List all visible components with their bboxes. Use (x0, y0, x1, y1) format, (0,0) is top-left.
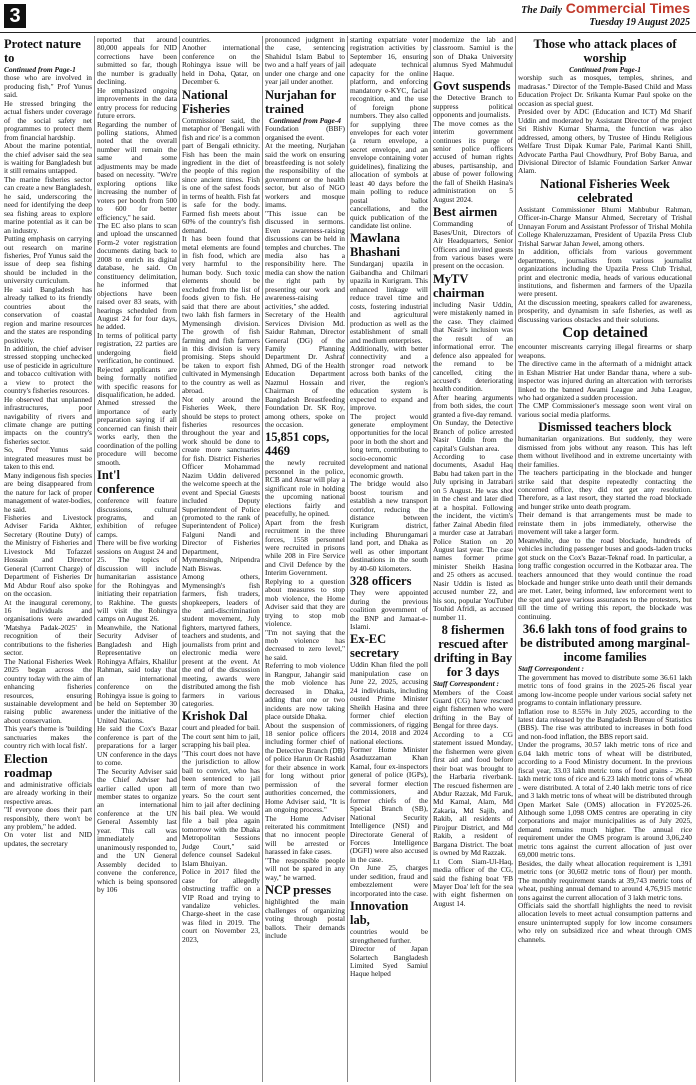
article-byline: Staff Correspondent : (518, 664, 584, 674)
article-paragraph: Commanding of Bases/Unit, Directors of Air Headquarters, Senior Officers and invited guests from various bases were present on the occasion. (433, 219, 513, 271)
article-body (265, 459, 345, 882)
article-headline: 15,851 cops, 4469 (265, 430, 330, 459)
article-paragraph: Ahmed stressed the importance of early preparation saying if all concerned can finish their works early, then the coordination of the polling procedure will become smooth. (97, 398, 177, 467)
article-headline: Those who attack places of worship (533, 37, 677, 65)
article-paragraph: Foundation (BBF) organised the event. (265, 124, 345, 142)
article-paragraph: Sundarganj upazila in Gaibandha and Chilmari upazila in Kurigram. This enhanced linkage will reduce travel time and costs, fostering industrial and agricultural production as well as the establishment of small and medium enterprises. (350, 259, 428, 345)
article-body (433, 94, 513, 204)
article-body (433, 301, 513, 622)
article-paragraph: He stressed bringing the actual fishers under coverage of the social safety net programmes to protect them from financial hardship. (4, 98, 92, 142)
newspaper-name-prefix: The Daily (521, 5, 562, 16)
column-divider (179, 36, 180, 1082)
article-paragraph: Referring to mob violence in Rangpur, Jahangir said the mob violence has decreased in Dhaka, adding that one or two incidents are now taking place outside Dhaka. (265, 661, 345, 722)
article-paragraph: The National Fisheries Week 2025 began across the country today with the aim of enhancing fisheries resources, ensuring sustainable development and raising public awareness about conservation. (4, 656, 92, 725)
issue-date: Tuesday 19 August 2025 (589, 17, 690, 28)
column-1 (4, 36, 92, 1082)
article-paragraph: In addition, the chief adviser stressed stopping unchecked use of pesticide in agriculture and tobacco cultivation with a view to protect the country's fisheries resources. (4, 343, 92, 396)
article-paragraph: the Detective Branch to suppress political opponents and journalists. (433, 93, 513, 120)
article-headline: MyTV chairman (433, 271, 485, 300)
article-paragraph: starting expatriate voter registration activities by September 16, ensuring adequate technical capacity for the online platform, and enforcing mandatory e-KYC, facial recognition, and the use of foreign phone numbers. They also called for supplying three envelopes for each voter (a return envelope, a secret envelope, and an envelope containing voter guidelines), finalizing the allocation of symbols at least 40 days before the main polling to reduce postal ballot cancellations, and the quick publication of the candidate list online. (350, 36, 428, 230)
article-body (182, 117, 260, 709)
article-paragraph: court and pleaded for bail. The court sent him to jail, scrapping his bail plea. (182, 723, 260, 750)
article-paragraph: "The responsible people will not be spared in any way," he warned. (265, 855, 345, 882)
article-paragraph: They were appointed during the previous coalition government of the BNP and Jamaat-e-Islami. (350, 588, 428, 631)
article-paragraph: He observed that unplanned infrastructures, poor navigability of rivers and climate change are putting impacts on the country's fisheries sector. (4, 394, 92, 446)
column-6 (433, 36, 513, 1082)
article-paragraph: Meanwhile, due to the road blockade, hundreds of vehicles including passenger buses and goods-laden trucks got stuck on the Cox's Bazar-Teknaf road. In particular, a long traffic congestion occurred in the Kotbazar area. The teachers announced that they would continue the road blockade and hunger strike unto death until their demands are met. Later, being informed, law enforcement went to the spot and gave various assurances to the protesters, but till the time of writing this report, the blockade was continuing. (518, 535, 692, 621)
article-paragraph: The project would generate employment opportunities for the local poor in both the short and long term, contributing to socio-economic development and national economic growth. (350, 411, 428, 480)
article-paragraph: those who are involved in producing fish," Prof Yunus said. (4, 73, 92, 100)
article-paragraph: According to a CG statement issued Monday, the fishermen were given first aid and food before their boat was brought to the Harbaria riverbank. The rescued fishermen are Abdur Razzak, Md Faruk, Md Kamal, Alam, Md Zakaria, Md Sajib, and Rakib, all residents of Pirojpur District, and Md Rakib, a resident of Bargana District. The boat is owned by Md Razzak. (433, 729, 513, 858)
article-paragraph: The CMP Commissioner's message soon went viral on various social media platforms. (518, 401, 692, 419)
article-paragraph: The Home Adviser reiterated his commitment that no innocent people will be arrested or harassed in fake cases. (265, 813, 345, 857)
article-paragraph: After hearing arguments from both sides, the court granted a five-day remand. (433, 392, 513, 419)
article-paragraph: It has been found that metal elements are found in fish food, which are very harmful to the human body. Such toxic elements should be excluded from the list of foods given to fish. He said that there are about two lakh fish farmers in Mymensingh division. The growth of fish farming and fish farmers in this division is very promising. Steps should be taken to export fish cultivated in Mymensingh to the country as well as abroad. (182, 234, 260, 396)
article-paragraph: Replying to a question about measures to stop mob violence, the Home Adviser said that they are trying to stop mob violence. (265, 576, 345, 629)
article-paragraph: Many indigenous fish species are being disappeared from the nature for lack of proper management of water-bodies, he said. (4, 470, 92, 514)
article-paragraph: The marine fisheries sector can create a new Bangladesh, he said, underscoring the need for identifying the deep sea fishing areas to explore marine potential as it can be an industry. (4, 174, 92, 235)
article-paragraph: Former Home Minister Asaduzzaman Khan Kamal, four ex-inspectors general of police (IGPs), several former election commissioners, and former chiefs of the Special Branch (SB), National Security Intelligence (NSI) and Directorate General of Forces Intelligence (DGFI) were also accused in the case. (350, 744, 428, 864)
article-paragraph: Not only around the Fisheries Week, there should be steps to protect fisheries resources throughout the year and work should be done to create more sanctuaries for fish. District Fisheries Officer Mohammad Nazim Uddin delivered the welcome speech at the event and Special Guests included Deputy Superintendent of Police (promoted to the rank of Superintendent of Police) Falguni Nandi and Director of Fisheries Department, Mymensingh, Nripendra Nath Biswas. (182, 394, 260, 573)
article-body (4, 781, 92, 849)
article-paragraph: "This court does not have the jurisdiction to allow bail to convict, who has been sentenced to jail term of more than two years. So the court sent him to jail after declining his bail plea. We would file a bail plea again tomorrow with the Dhaka Metropolitan Sessions Judge Court," said defence counsel Sadekul Islam Bhuiyan. (182, 748, 260, 868)
article-byline: Staff Correspondent : (433, 679, 499, 689)
article-paragraph: The EC also plans to scan and upload the unscanned Form-2 voter registration documents dating back to 2008 to enrich its digital database, he said. On constituency delimitation, he informed that objections have been raised over 83 seats, with hearings scheduled from August 24 for four days, he added. (97, 220, 177, 332)
article-body (518, 74, 692, 175)
article-body (4, 74, 92, 750)
article-headline: Krishok Dal (182, 709, 248, 724)
article-body (433, 689, 513, 909)
article-paragraph: Police in 2017 filed the case for allegedly obstructing traffic on a VIP Road and trying to vandalize vehicles. Charge-sheet in the case was filed in 2019. The court on November 23, 2023, (182, 867, 260, 944)
article-paragraph: Director of Japan Solartech Bangladesh Limited Syed Samiul Haque helped (350, 944, 428, 979)
article-paragraph: The Security Adviser said the Chief Adviser had earlier called upon all member states to organize an international conference at the UN General Assembly last year. This call was immediately and unanimously responded to, and the UN General Assembly decided to convene the conference, which is being sponsored by 106 (97, 766, 177, 894)
column-5 (350, 36, 428, 1082)
article-paragraph: Under the programs, 30.57 lakh metric tons of rice and 6.04 lakh metric tons of wheat will be distributed, according to a Food Ministry document. In the previous fiscal year, 33.03 lakh metric tons of food grains - 26.80 lakh metric tons of rice and 6.23 lakh metric tons of wheat - were distributed. A total of 2.40 lakh metric tons of rice and 3 lakh metric tons of wheat will be distributed through Open Market Sale (OMS) allocation in FY2025-26. Although some 1,098 OMS centres are operating in city corporations and major municipalities as of July 2025, demand remains much higher. The annual rice requirement under the OMS program is around 3,06,240 metric tons against the current allocation of just over 69,000 metric tons. (518, 740, 692, 860)
article-paragraph: Secretary of the Health Services Division Md. Saidur Rahman, Director General (DG) of the Family Planning Department Dr. Ashraf Ahmed, DG of the Health Education Department Nazmul Hossain and Chairman of the Bangladesh Breastfeeding Foundation Dr. SK Roy, among others, spoke on the occasion. (265, 310, 345, 430)
article-paragraph: pronounced judgment in the case, sentencing Shahidul Islam Babul to two and a half years of jail under one charge and one year jail under another. (265, 36, 345, 87)
article-headline: Cop detained (562, 325, 648, 342)
article-body (350, 589, 428, 631)
masthead (0, 0, 696, 33)
article-paragraph: Rejected applicants are being formally notified with specific reasons for disqualification, he added. (97, 364, 177, 400)
article-paragraph: humanitarian organizations. But suddenly, they were dismissed from jobs without any reason. This has left them without livelihood and in extreme uncertainty with their families. (518, 434, 692, 469)
article-headline: Protect nature to (4, 37, 81, 65)
article-paragraph: including Nasir Uddin, were mistakenly named in the case. They claimed that Nasir's inclusion was the result of an informational error. The defence also appealed for the remand to be cancelled, citing the accused's deteriorating health condition. (433, 299, 513, 394)
article-paragraph: According to case documents, Asadul Haq Babu had taken part in the July uprising in Jatrabari on 5 August. He was shot in the chest and later died at a hospital. Following the incident, the victim's father Zainal Abedin filed a murder case at Jatrabari Police Station on 20 August last year. The case names former prime minister Sheikh Hasina and 25 others as accused. Nasir Uddin is listed as accused number 22, and his son, popular YouTuber Touhid Afridi, as accused number 11. (433, 452, 513, 622)
article-continued-note: Continued from Page-1 (4, 65, 76, 74)
article-headline: National Fisheries (182, 87, 230, 116)
article-paragraph: Assistant Commissioner Bhumi Mahbubur Rahman, Officer-in-Charge Mansur Ahmed, Secretary of Trishal Unnayan Forum and Assistant Professor of Trishal Mohila College Khaleruzzaman, President of Upazila Press Club Trishal Sarwar Jahan Jewel, among others. (518, 204, 692, 248)
article-headline: Nurjahan for trained (265, 87, 336, 116)
article-paragraph: Inflation rose to 8.55% in July 2025, according to the latest data released by the Bangladesh Bureau of Statistics (BBS). The rise was attributed to increases in both food and non-food inflation, the BBS report said. (518, 706, 692, 741)
article-paragraph: In addition, officials from various government departments, journalists from various journalist organizations including the Upazila Press Club Trishal, print and electronic media, heads of various educational institutions, and fishermen and farmers of the Upazila were present. (518, 247, 692, 299)
article-headline: Govt suspends (433, 79, 511, 94)
article-paragraph: About the marine potential, the chief adviser said the sea is waiting for Bangladesh but it still remains untapped. (4, 141, 92, 176)
article-paragraph: Apart from the fresh recruitment in the three forces, 1558 personnel were recruited in prisons while 208 in Fire Service and Civil Defence by the Interim Government. (265, 517, 345, 578)
article-paragraph: At the meeting, Nurjahan said the work on ensuring breastfeeding is not solely the responsibility of the government or the health sector, but also of NGO workers and mosque imams. (265, 141, 345, 210)
article-paragraph: conference will feature discussions, cultural programs, and an exhibition of refugee camps. (97, 496, 177, 539)
column-divider (94, 36, 95, 1082)
article-paragraph: Commissioner said, the metaphor of 'Bengali with fish and rice' is a common part of Bengali ethnicity. Fish has been the main ingredient in the diet of the people of this region since ancient times. Fish is one of the safest foods in terms of health. Fish fat is safe for the body. Farmed fish meets about 60% of the country's fish demand. (182, 115, 260, 235)
article-paragraph: encounter miscreants carrying illegal firearms or sharp weapons. (518, 342, 692, 360)
article-body (265, 125, 345, 429)
article-paragraph: "This issue can be discussed in sermons. Even awareness-raising discussions can be held in temples and churches. The media also has a responsibility here. The media can show the nation the right path by presenting our work and awareness-raising activities," she added. (265, 208, 345, 311)
article-paragraph: Uddin Khan filed the poll manipulation case on June 22, 2025, accusing 24 individuals, including ousted Prime Minister Sheikh Hasina and three former chief election commissioners, of rigging the 2014, 2018 and 2024 national elections. (350, 660, 428, 746)
article-paragraph: The teachers participating in the blockade and hunger strike said that despite repeatedly contacting the concerned office, they did not get any resolution. Therefore, as a last resort, they started the road blockade and hunger strike unto death program. (518, 468, 692, 511)
article-headline: Ex-EC secretary (350, 632, 400, 661)
article-continued-note: Continued from Page-1 (569, 65, 641, 74)
article-body (350, 928, 428, 979)
article-headline: National Fisheries Week celebrated (540, 176, 670, 205)
article-paragraph: About the suspension of 18 senior police officers including former chief of the Detective Branch (DB) of police Harun Or Rashid for their absence in work for long without prior permission of the authorities concerned, the Home Adviser said, "It is an ongoing process." (265, 720, 345, 815)
article-headline: Dismissed teachers block (538, 420, 672, 435)
article-paragraph: There will be five working sessions on August 24 and 25. The topics of discussion will include humanitarian assistance for the Rohingyas and initiating their repatriation to Rakhine. The guests will visit the Rohingya camps on August 26. (97, 538, 177, 624)
article-paragraph: countries would be strengthened further. (350, 927, 428, 945)
article-paragraph: the newly recruited personnel in the police, RCB and Ansar will play a significant role in holding the upcoming national elections fairly and peacefully, he opined. (265, 458, 345, 519)
article-headline: 8 fishermen rescued after drifting in Bay for 3 days (433, 623, 513, 680)
article-paragraph: "I'm not saying that the mob violence has decreased to zero level," he said. (265, 627, 345, 662)
article-paragraph: The move comes as the interim government continues its purge of senior police officers accused of human rights abuses, partisanship, and abuse of power following the fall of Sheikh Hasina's administration on 5 August 2024. (433, 118, 513, 204)
article-headline: Best airmen (433, 205, 498, 220)
article-body (518, 206, 692, 324)
article-body (97, 36, 177, 467)
article-paragraph: worship such as mosques, temples, shrines, and madrasas." Director of the Temple-Based Child and Mass Education Project Dr. Srikanta Kumar Paul spoke on the occasion as special guest. (518, 73, 692, 108)
article-paragraph: "If everyone does their part responsibly, there won't be any problem," he added. (4, 805, 92, 831)
article-headline: Mawlana Bhashani (350, 231, 401, 260)
column-7 (518, 36, 692, 1082)
article-paragraph: On voter list and NID updates, the secretary (4, 830, 92, 848)
article-body (350, 661, 428, 898)
article-paragraph: modernize the lab and classroom. Samiul is the son of Dhaka University alumnus Syed Mahmudul Haque. (433, 36, 513, 78)
article-body (350, 260, 428, 573)
article-paragraph: highlighted the main challenges of organizing voting through postal ballots. Their demands include (265, 897, 345, 940)
article-paragraph: The government has moved to distribute some 36.61 lakh metric tons of food grains in the 2025-26 fiscal year among low-income people under various social safety net programs to contain inflationary pressure. (518, 672, 692, 708)
column-divider (430, 36, 431, 1082)
article-paragraph: Additionally, with better connectivity and a stronger road network across both banks of the river, the region's education system is expected to expand and improve. (350, 343, 428, 413)
article-headline: 36.6 lakh tons of food grains to be distributed among marginal-income families (520, 622, 690, 665)
article-body (97, 497, 177, 894)
page-number: 3 (4, 4, 26, 28)
newspaper-name (521, 1, 690, 18)
article-paragraph: countries. (182, 36, 211, 44)
article-body (518, 674, 692, 945)
article-body (518, 343, 692, 419)
article-paragraph: Members of the Coast Guard (CG) have rescued eight fishermen who were drifting in the Bay of Bengal for three days. (433, 687, 513, 731)
article-body (182, 724, 260, 944)
article-paragraph: Besides, the daily wheat allocation requirement is 1,391 metric tons (or 30,602 metric tons of flour) per month. The monthly requirement stands at 39,743 metric tons of wheat, pushing annual demand to around 4,76,915 metric tons against the current allocation of 3 lakh metric tons. (518, 858, 692, 902)
article-body (350, 36, 428, 230)
article-body (265, 36, 345, 87)
column-3 (182, 36, 260, 1082)
article-continued-note: Continued from Page-4 (269, 115, 341, 125)
article-paragraph: Officials said the shortfall highlights the need to revisit allocation levels to meet actual consumption patterns and ensure uninterrupted supply for low income consumers who rely on subsidized rice and wheat through OMS channels. (518, 900, 692, 944)
article-paragraph: and administrative officials are already working in their respective areas. (4, 779, 92, 806)
article-paragraph: Another international conference on the Rohingya issue will be held in Doha, Qatar, on December 6. (182, 43, 260, 87)
article-headline: 328 officers (350, 574, 412, 589)
article-body (182, 36, 260, 87)
article-paragraph: The directive came in the aftermath of a midnight attack in Eshan Mistrier Hat under Bandar thana, where a sub-inspector was injured during an altercation with terrorists linked to the banned Awami League and Juba League, who had organized a sudden procession. (518, 359, 692, 402)
article-paragraph: So, Prof Yunus said integrated measures must be taken to this end. (4, 445, 92, 472)
column-divider (347, 36, 348, 1082)
article-paragraph: The bridge would also boost tourism and establish a new transport corridor, reducing the distance between Kurigram district, including Bhurungamari land port, and Dhaka as well as other important destinations in the south by 40-60 kilometers. (350, 479, 428, 573)
article-paragraph: He emphasized ongoing improvements in the data entry process for reducing future errors. (97, 85, 177, 121)
article-paragraph: Putting emphasis on carrying out research on marine fisheries, Prof Yunus said the issue of deep sea fishing should be included in the university curriculum. (4, 234, 92, 286)
article-body (518, 435, 692, 621)
article-paragraph: This year's theme is 'building sanctuaries makes the country rich with local fish'. (4, 724, 92, 751)
newspaper-name-main: Commercial Times (565, 0, 690, 16)
article-body (433, 36, 513, 78)
article-paragraph: He said Bangladesh has already talked to its friendly countries about the conservation of coastal region and marine resources and the states are responding positively. (4, 284, 92, 345)
article-paragraph: Their demand is that arrangements must be made to reinstate them in jobs immediately, otherwise the movement will take a larger form. (518, 510, 692, 537)
article-paragraph: Presided over by ADC (Education and ICT) Md Sharif Uddin and moderated by Assistant Director of the project Sri Rishiv Kumar Sharma, the function was also addressed, among others, by Trustee of Hindu Religious Welfare Trust Dipak Kumar Pale, Parimal Kanti Shill, Advocate Partha Paul Chowdhury, Prof Boby Barua, and Divisional Director of Islamic Foundation Sarker Anwar Alam. (518, 107, 692, 176)
article-paragraph: On Sunday, the Detective Branch of police arrested Nasir Uddin from the capital's Gulshan area. (433, 418, 513, 453)
article-paragraph: Lt Com Siam-Ul-Haq, media officer of the CG, said the fishing boat 'FB Mayer Doa' left for the sea with eight fishermen on August 14. (433, 856, 513, 908)
article-headline: NCP presses (265, 883, 332, 898)
article-paragraph: Among others, Mymensingh's fish farmers, fish traders, shopkeepers, leaders of the anti-discrimination student movement, July fighters, martyred fathers, teachers and students, and journalists from print and electronic media were present at the event. At the end of the discussion meeting, awards were distributed among the fish farmers in various categories. (182, 572, 260, 708)
article-headline: Innovation lab, (350, 899, 409, 928)
column-divider (262, 36, 263, 1082)
article-paragraph: At the inaugural ceremony, 16 individuals and organisations were awarded 'Matshya Padak-2025' in recognition of their contributions to the fisheries sector. (4, 597, 92, 658)
article-headline: Int'l conference (97, 468, 155, 497)
article-paragraph: Meanwhile, the National Security Adviser of Bangladesh and High Representative on Rohingya Affairs, Khalilur Rahman, said today that an international conference on the Rohingya issue is going to be held on September 30 under the initiative of the United Nations. (97, 622, 177, 725)
article-paragraph: Regarding the number of polling stations, Ahmed noted that the overall number will remain the same and some adjustments may be made based on necessity. "We're exploring options like increasing the number of voters per booth from 500 to 600 for better efficiency," he said. (97, 119, 177, 222)
article-body (433, 220, 513, 271)
column-4 (265, 36, 345, 1082)
column-divider (515, 36, 516, 1082)
article-paragraph: On June 25, charges under sedition, fraud and embezzlement were incorporated into the case. (350, 863, 428, 898)
article-headline: Election roadmap (4, 751, 53, 780)
article-paragraph: Fisheries and Livestock Adviser Farida Akhter, Secretary (Routine Duty) of the Ministry of Fisheries and Livestock Md Tofazzel Hossain and Director General (Current Charge) of Department of Fisheries Dr Md Abdur Rouf also spoke on the occasion. (4, 513, 92, 599)
article-paragraph: He said the Cox's Bazar conference is part of the preparations for a larger UN conference in the days to come. (97, 724, 177, 768)
article-paragraph: In terms of political party registration, 22 parties are undergoing field verification, he continued. (97, 330, 177, 366)
article-paragraph: At the discussion meeting, speakers called for awareness, prosperity, and dynamism in safe fisheries, as well as discussing various obstacles and their solutions. (518, 297, 692, 324)
article-paragraph: reported that around 80,000 appeals for NID corrections have been submitted so far, though the number is gradually declining. (97, 36, 177, 87)
article-body (265, 898, 345, 940)
column-2 (97, 36, 177, 1082)
